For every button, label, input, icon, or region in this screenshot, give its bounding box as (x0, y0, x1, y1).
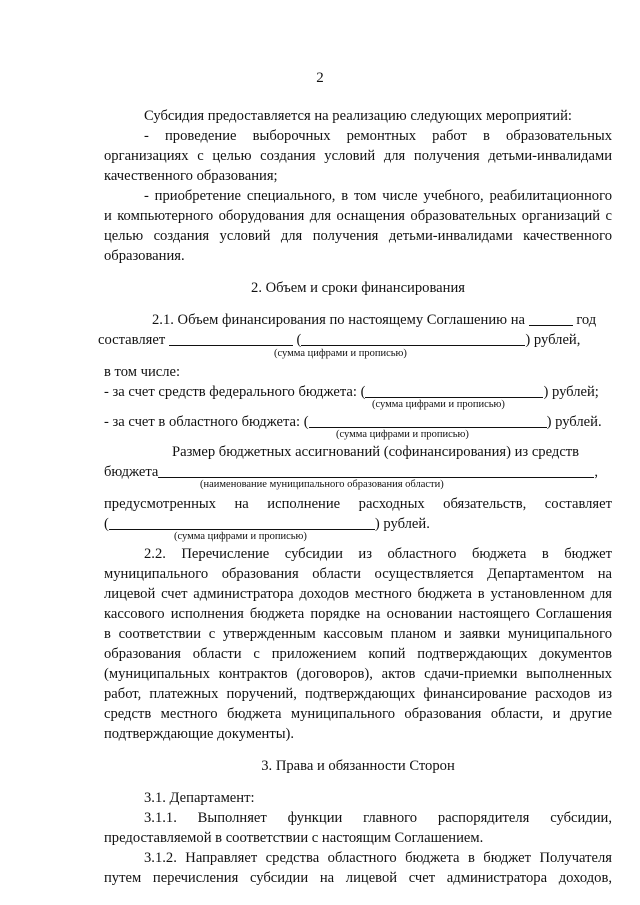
paragraph-line: бюджета , (наименование муниципального образования области) (104, 464, 599, 490)
page-number: 2 (316, 70, 324, 86)
field-caption: (сумма цифрами и прописью) (174, 531, 307, 542)
field-caption: (наименование муниципального образования области) (200, 479, 444, 490)
blank-federal-amount[interactable] (365, 383, 543, 398)
paragraph-line: кассового исполнения бюджета порядке на основании настоящего Соглашения (104, 606, 612, 622)
paragraph-line: путем перечисления субсидии на лицевой счет администратора доходов, (104, 870, 612, 886)
field-caption: (сумма цифрами и прописью) (372, 399, 505, 410)
blank-regional-amount[interactable] (309, 413, 547, 428)
blank-cofinancing-amount[interactable] (109, 515, 375, 530)
paragraph-line: 2.1. Объем финансирования по настоящему Соглашению на год (152, 312, 597, 328)
paragraph-line: 3.1. Департамент: (144, 790, 255, 806)
paragraph-line: работ, платежных поручений, подтверждающих финансирование расходов из (104, 686, 612, 702)
paragraph-line: предоставляемой в соответствии с настоящим Соглашением. (104, 830, 484, 846)
section-heading: 2. Объем и сроки финансирования (251, 280, 465, 296)
paragraph-line: образования области с приложением копий подтверждающих документов (104, 646, 612, 662)
paragraph-line: муниципального образования области осуществляется Департаментом на (104, 566, 612, 582)
paragraph-line: образования. (104, 248, 185, 264)
paragraph-line: лицевой счет администратора доходов местного бюджета в установленном для (104, 586, 612, 602)
paragraph-line: 3.1.1. Выполняет функции главного распорядителя субсидии, (144, 810, 612, 826)
paragraph-line: 2.2. Перечисление субсидии из областного бюджета в бюджет (144, 546, 612, 562)
blank-year[interactable] (529, 311, 573, 326)
paragraph-line: качественного образования; (104, 168, 278, 184)
paragraph-line: ( ) рублей. (сумма цифрами и прописью) (104, 516, 430, 542)
paragraph-line: (муниципальных контрактов (договоров), актов сдачи-приемки выполненных (104, 666, 612, 682)
paragraph-line: составляет ( ) рублей, (сумма цифрами и прописью) (98, 332, 581, 359)
field-caption: (сумма цифрами и прописью) (274, 348, 407, 359)
paragraph-line: средств местного бюджета муниципального образования области, и другие (104, 706, 612, 722)
paragraph-line: - приобретение специального, в том числе учебного, реабилитационного (144, 188, 612, 204)
paragraph-line: в соответствии с утвержденным кассовым планом и заявки муниципального (104, 626, 612, 642)
paragraph-line: и компьютерного оборудования для оснащения образовательных организаций с (104, 208, 612, 224)
paragraph-line: - проведение выборочных ремонтных работ в образовательных (144, 128, 612, 144)
blank-amount-words[interactable] (301, 331, 525, 346)
paragraph-line: - за счет средств федерального бюджета: ( ) рублей; (сумма цифрами и прописью) (104, 384, 599, 410)
paragraph-line: 3.1.2. Направляет средства областного бюджета в бюджет Получателя (144, 850, 612, 866)
section-heading: 3. Права и обязанности Сторон (261, 758, 455, 774)
field-caption: (сумма цифрами и прописью) (336, 429, 469, 440)
paragraph-line: подтверждающие документы). (104, 726, 295, 742)
paragraph-line: организациях с целью создания условий для получения детьми-инвалидами (104, 148, 612, 164)
blank-municipality[interactable] (158, 463, 594, 478)
paragraph-line: - за счет в областного бюджета: ( ) рублей. (сумма цифрами и прописью) (104, 414, 602, 440)
paragraph-line: предусмотренных на исполнение расходных обязательств, составляет (104, 496, 612, 512)
blank-amount[interactable] (169, 331, 293, 346)
document-body (98, 106, 612, 888)
paragraph-line: целью создания условий для получения детьми-инвалидами качественного (104, 228, 612, 244)
paragraph-line: в том числе: (104, 364, 181, 380)
paragraph-line: Размер бюджетных ассигнований (софинансирования) из средств (172, 444, 580, 460)
paragraph: Субсидия предоставляется на реализацию следующих мероприятий: (144, 108, 572, 124)
